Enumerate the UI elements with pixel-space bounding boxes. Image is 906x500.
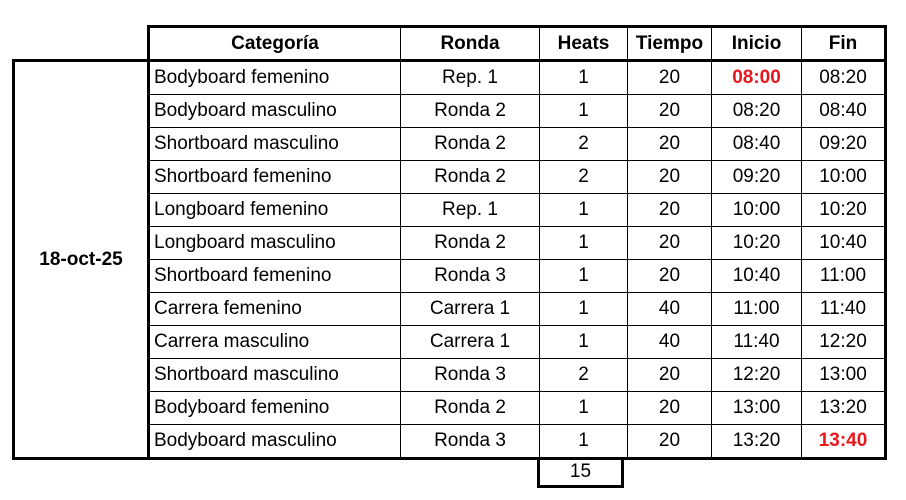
schedule-table — [12, 25, 887, 460]
cell-inicio: 10:40 — [712, 260, 802, 293]
cell-tiempo: 20 — [628, 392, 712, 425]
cell-ronda: Ronda 2 — [401, 161, 540, 194]
header-blank-cell — [14, 27, 149, 61]
cell-heats: 1 — [540, 194, 628, 227]
cell-categoria: Bodyboard masculino — [149, 425, 401, 459]
cell-tiempo: 20 — [628, 425, 712, 459]
cell-fin: 10:20 — [802, 194, 886, 227]
cell-inicio: 12:20 — [712, 359, 802, 392]
table-row — [14, 61, 886, 95]
cell-tiempo: 20 — [628, 260, 712, 293]
cell-fin: 09:20 — [802, 128, 886, 161]
cell-ronda: Rep. 1 — [401, 61, 540, 95]
header-ronda: Ronda — [401, 27, 540, 61]
cell-tiempo: 40 — [628, 326, 712, 359]
cell-heats: 1 — [540, 95, 628, 128]
cell-heats: 1 — [540, 293, 628, 326]
cell-inicio: 10:20 — [712, 227, 802, 260]
header-heats: Heats — [540, 27, 628, 61]
cell-ronda: Carrera 1 — [401, 326, 540, 359]
cell-ronda: Rep. 1 — [401, 194, 540, 227]
cell-categoria: Carrera masculino — [149, 326, 401, 359]
cell-fin: 13:20 — [802, 392, 886, 425]
cell-heats: 2 — [540, 128, 628, 161]
schedule-body — [14, 61, 886, 459]
cell-heats: 1 — [540, 260, 628, 293]
cell-heats: 2 — [540, 359, 628, 392]
cell-categoria: Bodyboard femenino — [149, 61, 401, 95]
header-inicio: Inicio — [712, 27, 802, 61]
cell-inicio: 08:20 — [712, 95, 802, 128]
cell-fin: 13:00 — [802, 359, 886, 392]
cell-heats: 1 — [540, 227, 628, 260]
cell-ronda: Ronda 2 — [401, 392, 540, 425]
cell-fin: 08:40 — [802, 95, 886, 128]
cell-ronda: Carrera 1 — [401, 293, 540, 326]
header-fin: Fin — [802, 27, 886, 61]
cell-tiempo: 20 — [628, 227, 712, 260]
cell-inicio: 11:40 — [712, 326, 802, 359]
cell-heats: 1 — [540, 326, 628, 359]
cell-categoria: Longboard masculino — [149, 227, 401, 260]
cell-inicio: 13:00 — [712, 392, 802, 425]
cell-heats: 1 — [540, 392, 628, 425]
cell-inicio: 08:00 — [712, 61, 802, 95]
cell-tiempo: 20 — [628, 61, 712, 95]
cell-ronda: Ronda 3 — [401, 359, 540, 392]
cell-tiempo: 20 — [628, 194, 712, 227]
cell-fin: 10:40 — [802, 227, 886, 260]
date-cell: 18-oct-25 — [14, 61, 149, 459]
cell-ronda: Ronda 3 — [401, 425, 540, 459]
cell-fin: 10:00 — [802, 161, 886, 194]
cell-heats: 1 — [540, 61, 628, 95]
cell-tiempo: 20 — [628, 359, 712, 392]
cell-heats: 2 — [540, 161, 628, 194]
cell-ronda: Ronda 2 — [401, 227, 540, 260]
cell-tiempo: 20 — [628, 128, 712, 161]
cell-categoria: Shortboard femenino — [149, 161, 401, 194]
header-row — [14, 27, 886, 61]
cell-inicio: 11:00 — [712, 293, 802, 326]
cell-categoria: Shortboard masculino — [149, 128, 401, 161]
cell-ronda: Ronda 3 — [401, 260, 540, 293]
cell-categoria: Bodyboard masculino — [149, 95, 401, 128]
cell-heats: 1 — [540, 425, 628, 459]
cell-inicio: 10:00 — [712, 194, 802, 227]
cell-inicio: 08:40 — [712, 128, 802, 161]
cell-inicio: 13:20 — [712, 425, 802, 459]
header-categoria: Categoría — [149, 27, 401, 61]
cell-inicio: 09:20 — [712, 161, 802, 194]
header-tiempo: Tiempo — [628, 27, 712, 61]
cell-fin: 12:20 — [802, 326, 886, 359]
cell-fin: 13:40 — [802, 425, 886, 459]
cell-tiempo: 40 — [628, 293, 712, 326]
cell-ronda: Ronda 2 — [401, 95, 540, 128]
cell-tiempo: 20 — [628, 95, 712, 128]
cell-categoria: Bodyboard femenino — [149, 392, 401, 425]
cell-fin: 08:20 — [802, 61, 886, 95]
cell-categoria: Longboard femenino — [149, 194, 401, 227]
cell-fin: 11:40 — [802, 293, 886, 326]
cell-categoria: Shortboard masculino — [149, 359, 401, 392]
cell-categoria: Shortboard femenino — [149, 260, 401, 293]
cell-tiempo: 20 — [628, 161, 712, 194]
cell-fin: 11:00 — [802, 260, 886, 293]
cell-categoria: Carrera femenino — [149, 293, 401, 326]
total-heats: 15 — [537, 457, 624, 488]
cell-ronda: Ronda 2 — [401, 128, 540, 161]
